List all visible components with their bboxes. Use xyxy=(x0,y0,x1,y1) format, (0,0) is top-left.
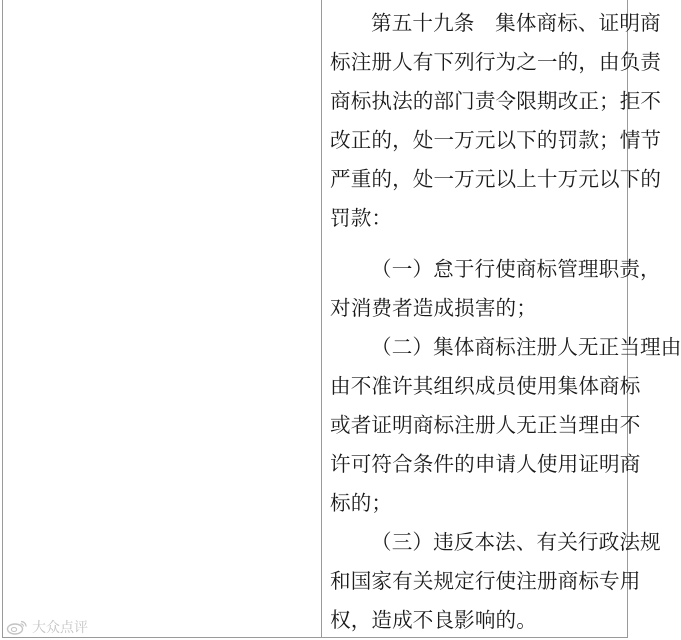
article-line: 或者证明商标注册人无正当理由不 xyxy=(330,413,641,437)
article-line: 对消费者造成损害的； xyxy=(330,296,537,320)
article-line: 标的； xyxy=(330,491,393,515)
watermark-text: 大众点评 xyxy=(32,620,88,636)
article-line: 标注册人有下列行为之一的，由负责 xyxy=(330,50,662,74)
article-line: 改正的，处一万元以下的罚款；情节 xyxy=(330,128,662,152)
article-line: 权，造成不良影响的。 xyxy=(330,608,537,632)
article-line: 罚款： xyxy=(330,206,393,230)
weibo-icon xyxy=(6,619,28,635)
table-frame xyxy=(2,0,681,638)
article-line: 严重的，处一万元以上十万元以下的 xyxy=(330,167,662,191)
article-line: 第五十九条 集体商标、证明商 xyxy=(371,11,661,35)
article-line: （三）违反本法、有关行政法规 xyxy=(371,530,661,554)
article-text-cell xyxy=(322,0,681,637)
watermark xyxy=(6,617,88,637)
article-line: 由不准许其组织成员使用集体商标 xyxy=(330,374,641,398)
article-line: （二）集体商标注册人无正当理由 xyxy=(371,335,681,359)
article-line: 商标执法的部门责令限期改正；拒不 xyxy=(330,89,662,113)
article-line: 许可符合条件的申请人使用证明商 xyxy=(330,452,641,476)
article-line: 和国家有关规定行使注册商标专用 xyxy=(330,569,641,593)
article-line: （一）怠于行使商标管理职责， xyxy=(371,257,661,281)
left-empty-cell xyxy=(3,0,322,637)
